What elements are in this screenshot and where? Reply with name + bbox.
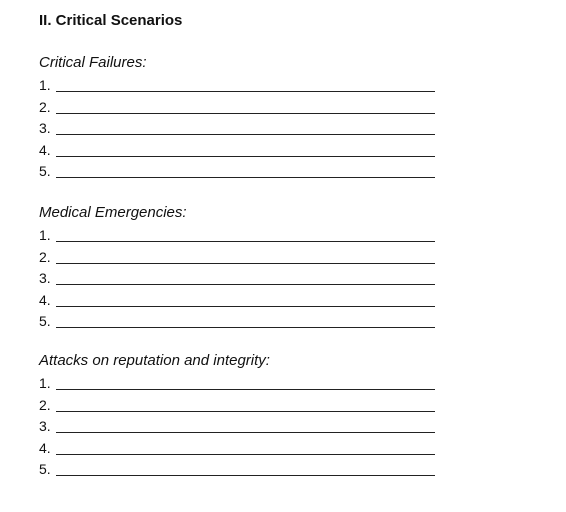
item-number: 4. (39, 439, 51, 456)
item-number: 5. (39, 313, 51, 330)
item-number: 3. (39, 120, 51, 137)
fill-in-line[interactable] (56, 475, 435, 476)
blank-item (39, 225, 439, 247)
blank-item (39, 247, 439, 269)
fill-in-line[interactable] (56, 263, 435, 264)
blank-item (39, 290, 439, 312)
blank-item (39, 268, 439, 290)
item-number: 5. (39, 461, 51, 478)
item-number: 2. (39, 396, 51, 413)
blank-item (39, 118, 439, 140)
attacks-on-reputation-section (39, 351, 439, 481)
blank-item (39, 311, 439, 333)
blank-item (39, 97, 439, 119)
fill-in-line[interactable] (56, 177, 435, 178)
section-title: Medical Emergencies: (39, 204, 187, 221)
blank-item (39, 373, 439, 395)
item-number: 2. (39, 98, 51, 115)
blank-item (39, 459, 439, 481)
section-title: Attacks on reputation and integrity: (39, 352, 270, 369)
item-number: 4. (39, 141, 51, 158)
item-number: 1. (39, 375, 51, 391)
fill-in-line[interactable] (56, 432, 435, 433)
fill-in-line[interactable] (56, 306, 435, 307)
blank-item (39, 161, 439, 183)
fill-in-line[interactable] (56, 156, 435, 157)
medical-emergencies-section (39, 203, 439, 333)
fill-in-line[interactable] (56, 327, 435, 328)
blank-item (39, 438, 439, 460)
blank-item (39, 75, 439, 97)
item-number: 3. (39, 418, 51, 435)
blank-item (39, 140, 439, 162)
fill-in-line[interactable] (56, 113, 435, 114)
fill-in-line[interactable] (56, 91, 435, 92)
fill-in-line[interactable] (56, 134, 435, 135)
blank-item (39, 395, 439, 417)
fill-in-line[interactable] (56, 284, 435, 285)
item-number: 3. (39, 270, 51, 287)
fill-in-line[interactable] (56, 411, 435, 412)
section-title: Critical Failures: (39, 54, 147, 71)
item-number: 1. (39, 77, 51, 93)
fill-in-line[interactable] (56, 241, 435, 242)
item-number: 1. (39, 227, 51, 243)
fill-in-line[interactable] (56, 454, 435, 455)
section-heading: II. Critical Scenarios (39, 12, 183, 29)
item-number: 2. (39, 248, 51, 265)
item-number: 5. (39, 163, 51, 180)
item-number: 4. (39, 291, 51, 308)
fill-in-line[interactable] (56, 389, 435, 390)
blank-item (39, 416, 439, 438)
critical-failures-section (39, 53, 439, 183)
